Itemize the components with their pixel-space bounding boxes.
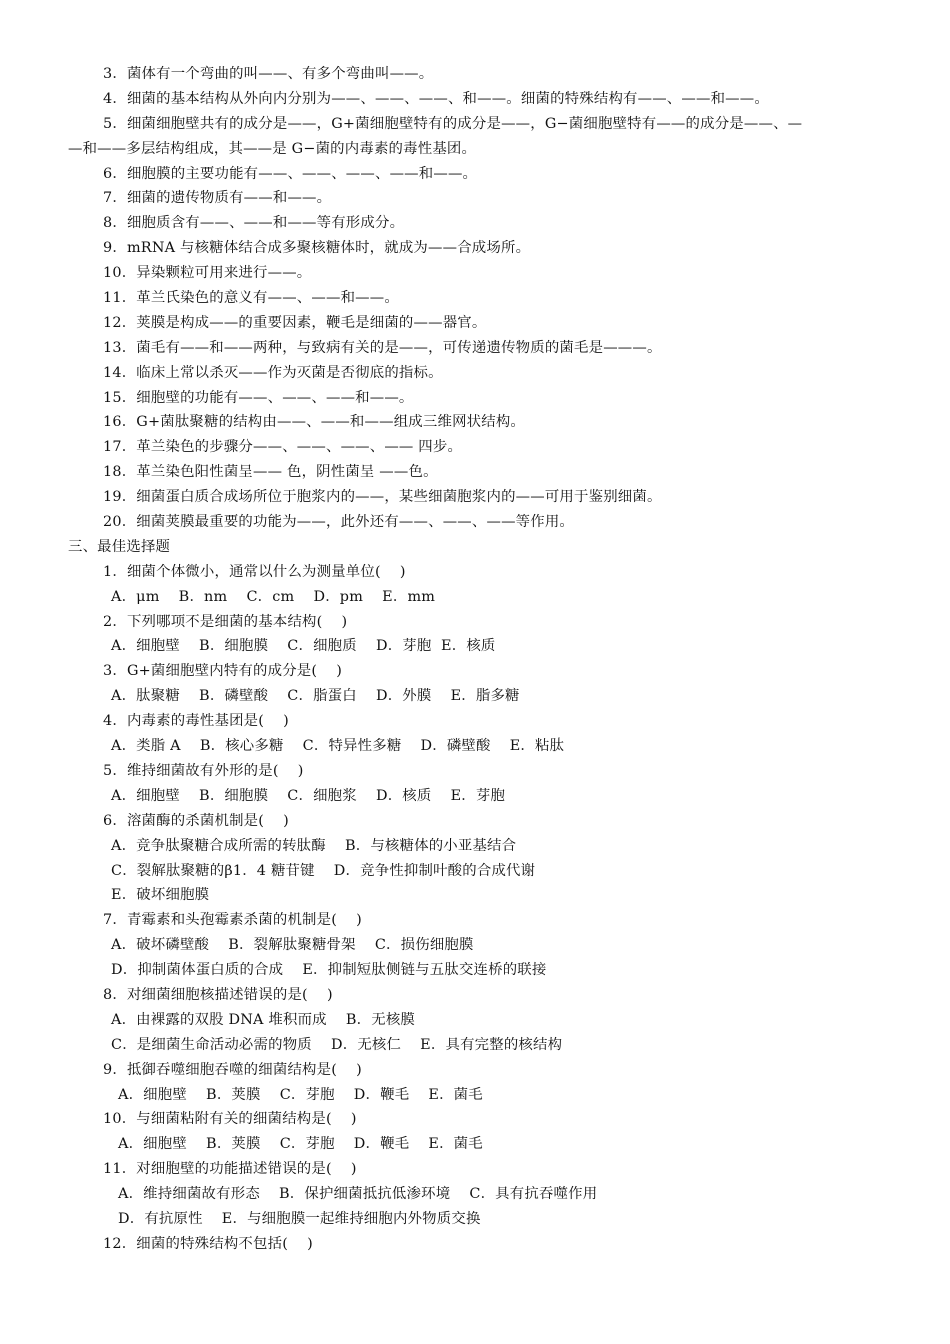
question-line: 16．G+菌肽聚糖的结构由——、——和——组成三维网状结构。 bbox=[103, 414, 526, 431]
question-line: 13．菌毛有——和——两种，与致病有关的是——，可传递遗传物质的菌毛是———。 bbox=[103, 339, 662, 356]
mcq-question: 10．与细菌粘附有关的细菌结构是( ) bbox=[103, 1111, 357, 1128]
question-line: 9．mRNA 与核糖体结合成多聚核糖体时，就成为——合成场所。 bbox=[103, 240, 531, 257]
mcq-options: A．细胞壁 B．荚膜 C．芽胞 D．鞭毛 E．菌毛 bbox=[118, 1086, 483, 1103]
mcq-options: A．细胞壁 B．细胞膜 C．细胞浆 D．核质 E．芽胞 bbox=[111, 787, 506, 804]
mcq-question: 5．维持细菌故有外形的是( ) bbox=[103, 762, 304, 779]
mcq-options: A．类脂 A B．核心多糖 C．特异性多糖 D．磷壁酸 E．粘肽 bbox=[111, 738, 565, 755]
question-line: 8．细胞质含有——、——和——等有形成分。 bbox=[103, 215, 405, 232]
question-line: 19．细菌蛋白质合成场所位于胞浆内的——，某些细菌胞浆内的——可用于鉴别细菌。 bbox=[103, 489, 662, 506]
question-line: 5．细菌细胞壁共有的成分是——，G+菌细胞壁特有的成分是——，G−菌细胞壁特有——的成分是——、— bbox=[103, 115, 803, 132]
mcq-options: D．抑制菌体蛋白质的合成 E．抑制短肽侧链与五肽交连桥的联接 bbox=[111, 962, 547, 979]
mcq-question: 1．细菌个体微小，通常以什么为测量单位( ) bbox=[103, 563, 406, 580]
mcq-question: 9．抵御吞噬细胞吞噬的细菌结构是( ) bbox=[103, 1061, 362, 1078]
mcq-question: 7．青霉素和头孢霉素杀菌的机制是( ) bbox=[103, 912, 362, 929]
question-line: 7．细菌的遗传物质有——和——。 bbox=[103, 190, 332, 207]
mcq-question: 12．细菌的特殊结构不包括( ) bbox=[103, 1235, 313, 1252]
mcq-question: 4．内毒素的毒性基团是( ) bbox=[103, 713, 289, 730]
multiple-choice-questions bbox=[0, 560, 950, 1257]
fill-in-questions bbox=[0, 62, 950, 535]
question-line: 17．革兰染色的步骤分——、——、——、—— 四步。 bbox=[103, 439, 463, 456]
mcq-options: A．竞争肽聚糖合成所需的转肽酶 B．与核糖体的小亚基结合 bbox=[111, 837, 517, 854]
mcq-question: 3．G+菌细胞壁内特有的成分是( ) bbox=[103, 663, 343, 680]
mcq-question: 2．下列哪项不是细菌的基本结构( ) bbox=[103, 613, 348, 630]
section-title: 三、最佳选择题 bbox=[68, 538, 171, 555]
mcq-options: A．μm B．nm C．cm D．pm E．mm bbox=[111, 588, 436, 605]
question-line: 15．细胞壁的功能有——、——、——和——。 bbox=[103, 389, 414, 406]
mcq-options: C．是细菌生命活动必需的物质 D．无核仁 E．具有完整的核结构 bbox=[111, 1036, 563, 1053]
question-line: 18．革兰染色阳性菌呈—— 色，阴性菌呈 ——色。 bbox=[103, 464, 438, 481]
question-line: 6．细胞膜的主要功能有——、——、——、——和——。 bbox=[103, 165, 478, 182]
mcq-options: A．维持细菌故有形态 B．保护细菌抵抗低渗环境 C．具有抗吞噬作用 bbox=[118, 1186, 598, 1203]
mcq-options: C．裂解肽聚糖的β1．4 糖苷键 D．竞争性抑制叶酸的合成代谢 bbox=[111, 862, 536, 879]
mcq-options: A．肽聚糖 B．磷壁酸 C．脂蛋白 D．外膜 E．脂多糖 bbox=[111, 688, 520, 705]
question-line-continued: —和——多层结构组成，其——是 G−菌的内毒素的毒性基团。 bbox=[68, 140, 477, 157]
mcq-question: 11．对细胞壁的功能描述错误的是( ) bbox=[103, 1161, 357, 1178]
question-line: 4．细菌的基本结构从外向内分别为——、——、——、和——。细菌的特殊结构有——、——和——。 bbox=[103, 90, 769, 107]
question-line: 14．临床上常以杀灭——作为灭菌是否彻底的指标。 bbox=[103, 364, 443, 381]
question-line: 10．异染颗粒可用来进行——。 bbox=[103, 265, 312, 282]
mcq-options: A．细胞壁 B．荚膜 C．芽胞 D．鞭毛 E．菌毛 bbox=[118, 1136, 483, 1153]
question-line: 12．荚膜是构成——的重要因素，鞭毛是细菌的——器官。 bbox=[103, 314, 487, 331]
mcq-options: A．破坏磷壁酸 B．裂解肽聚糖骨架 C．损伤细胞膜 bbox=[111, 937, 474, 954]
mcq-options: D．有抗原性 E．与细胞膜一起维持细胞内外物质交换 bbox=[118, 1210, 481, 1227]
question-line: 11．革兰氏染色的意义有——、——和——。 bbox=[103, 290, 399, 307]
document-page bbox=[0, 62, 950, 1257]
mcq-options: E．破坏细胞膜 bbox=[111, 887, 210, 904]
mcq-options: A．由裸露的双股 DNA 堆积而成 B．无核膜 bbox=[111, 1011, 415, 1028]
question-line: 20．细菌荚膜最重要的功能为——，此外还有——、——、——等作用。 bbox=[103, 514, 575, 531]
question-line: 3．菌体有一个弯曲的叫——、有多个弯曲叫——。 bbox=[103, 66, 434, 82]
mcq-question: 8．对细菌细胞核描述错误的是( ) bbox=[103, 986, 333, 1003]
mcq-options: A．细胞壁 B．细胞膜 C．细胞质 D．芽胞 E．核质 bbox=[111, 638, 496, 655]
mcq-question: 6．溶菌酶的杀菌机制是( ) bbox=[103, 812, 289, 829]
